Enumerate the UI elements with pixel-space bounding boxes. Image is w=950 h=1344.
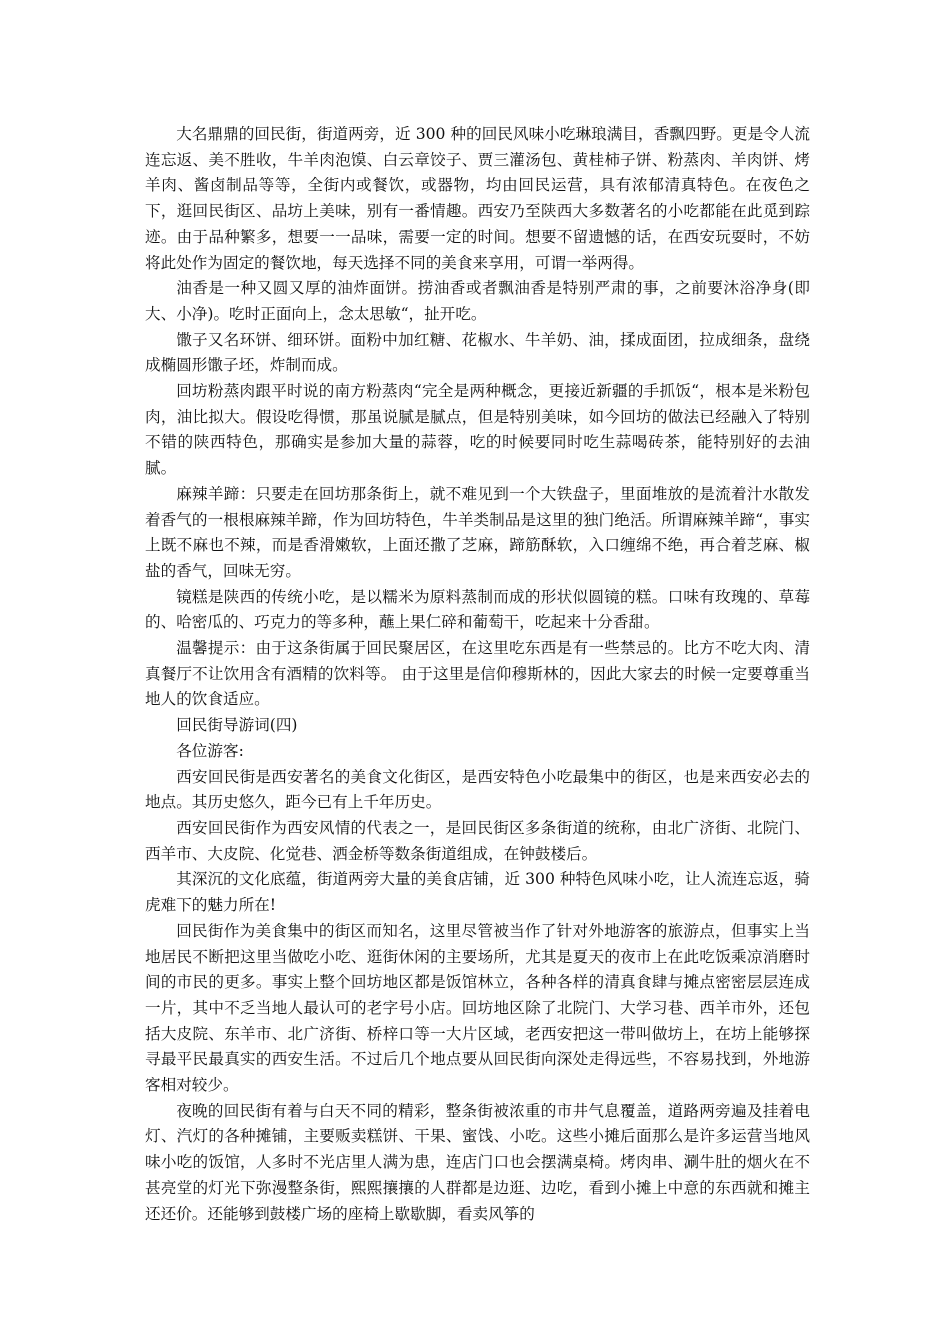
paragraph-mala-yangti: 麻辣羊蹄：只要走在回坊那条街上，就不难见到一个大铁盘子，里面堆放的是流着汁水散发着香气的一根根麻辣羊蹄，作为回坊特色，牛羊类制品是这里的独门绝活。所谓麻辣羊蹄“，事实上既不麻也不辣，而是香滑嫩软，上面还撒了芝麻，蹄筋酥软，入口缠绵不绝，再合着芝麻、椒盐的香气，回味无穷。 [145,484,810,580]
paragraph-tips: 温馨提示：由于这条街属于回民聚居区，在这里吃东西是有一些禁忌的。比方不吃大肉、清真餐厅不让饮用含有酒精的饮料等。 由于这里是信仰穆斯林的，因此大家去的时候一定要尊重当地人的饮食适应。 [145,639,810,709]
paragraph-youxiang: 油香是一种又圆又厚的油炸面饼。捞油香或者飘油香是特别严肃的事，之前要沐浴净身(即大、小净)。吃时正面向上，念太思敏“，扯开吃。 [145,279,810,323]
paragraph-fenzhengrou: 回坊粉蒸肉跟平时说的南方粉蒸肉“完全是两种概念，更接近新疆的手抓饭“，根本是米粉包肉，油比拟大。假设吃得惯，那虽说腻是腻点，但是特别美味，如今回坊的做法已经融入了特别不错的陕西特色，那确实是参加大量的蒜蓉，吃的时候要同时吃生蒜喝砖茶，能特别好的去油腻。 [145,382,810,478]
paragraph-culture: 其深沉的文化底蕴，街道两旁大量的美食店铺，近 300 种特色风味小吃，让人流连忘返，骑虎难下的魅力所在! [145,870,810,915]
paragraph-streets: 西安回民街作为西安风情的代表之一，是回民街区多条街道的统称，由北广济街、北院门、西羊市、大皮院、化觉巷、洒金桥等数条街道组成，在钟鼓楼后。 [145,818,810,863]
document-body [145,122,810,1227]
paragraph-jinggao: 镜糕是陕西的传统小吃，是以糯米为原料蒸制而成的形状似圆镜的糕。口味有玫瑰的、草莓的、哈密瓜的、巧克力的等多种，蘸上果仁碎和葡萄干，吃起来十分香甜。 [145,587,810,632]
paragraph-food-district: 西安回民街是西安著名的美食文化街区，是西安特色小吃最集中的街区，也是来西安必去的地点。其历史悠久，距今已有上千年历史。 [145,767,810,812]
paragraph-sanzi: 馓子又名环饼、细环饼。面粉中加红糖、花椒水、牛羊奶、油，揉成面团，拉成细条，盘绕成椭圆形馓子坯，炸制而成。 [145,330,810,375]
paragraph-fangshang: 回民街作为美食集中的街区而知名，这里尽管被当作了针对外地游客的旅游点，但事实上当地居民不断把这里当做吃小吃、逛街休闲的主要场所，尤其是夏天的夜市上在此吃饭乘凉消磨时间的市民的更多。事实上整个回坊地区都是饭馆林立，各种各样的清真食肆与摊点密密层层连成一片，其中不乏当地人最认可的老字号小店。回坊地区除了北院门、大学习巷、西羊市外，还包括大皮院、东羊市、北广济街、桥梓口等一大片区域，老西安把这一带叫做坊上，在坊上能够探寻最平民最真实的西安生活。不过后几个地点要从回民街向深处走得远些，不容易找到，外地游客相对较少。 [145,921,810,1095]
greeting: 各位游客: [176,741,244,760]
paragraph-huimin-street-intro: 大名鼎鼎的回民街，街道两旁，近 300 种的回民风味小吃琳琅满目，香飘四野。更是令人流连忘返、美不胜收，牛羊肉泡馍、白云章饺子、贾三灌汤包、黄桂柿子饼、粉蒸肉、羊肉饼、烤羊肉、酱卤制品等等，全街内或餐饮，或器物，均由回民运营，具有浓郁清真特色。在夜色之下，逛回民街区、品坊上美味，别有一番情趣。西安乃至陕西大多数著名的小吃都能在此觅到踪迹。由于品种繁多，想要一一品味，需要一定的时间。想要不留遗憾的话，在西安玩耍时，不妨将此处作为固定的餐饮地，每天选择不同的美食来享用，可谓一举两得。 [145,125,810,272]
paragraph-night-market: 夜晚的回民街有着与白天不同的精彩，整条街被浓重的市井气息覆盖，道路两旁遍及挂着电灯、汽灯的各种摊铺，主要贩卖糕饼、干果、蜜饯、小吃。这些小摊后面那么是许多运营当地风味小吃的饭馆，人多时不光店里人满为患，连店门口也会摆满桌椅。烤肉串、涮牛肚的烟火在不甚亮堂的灯光下弥漫整条街，熙熙攘攘的人群都是边逛、边吃，看到小摊上中意的东西就和摊主还还价。还能够到鼓楼广场的座椅上歇歇脚，看卖风筝的 [145,1101,810,1223]
section-heading: 回民街导游词(四) [176,716,298,735]
